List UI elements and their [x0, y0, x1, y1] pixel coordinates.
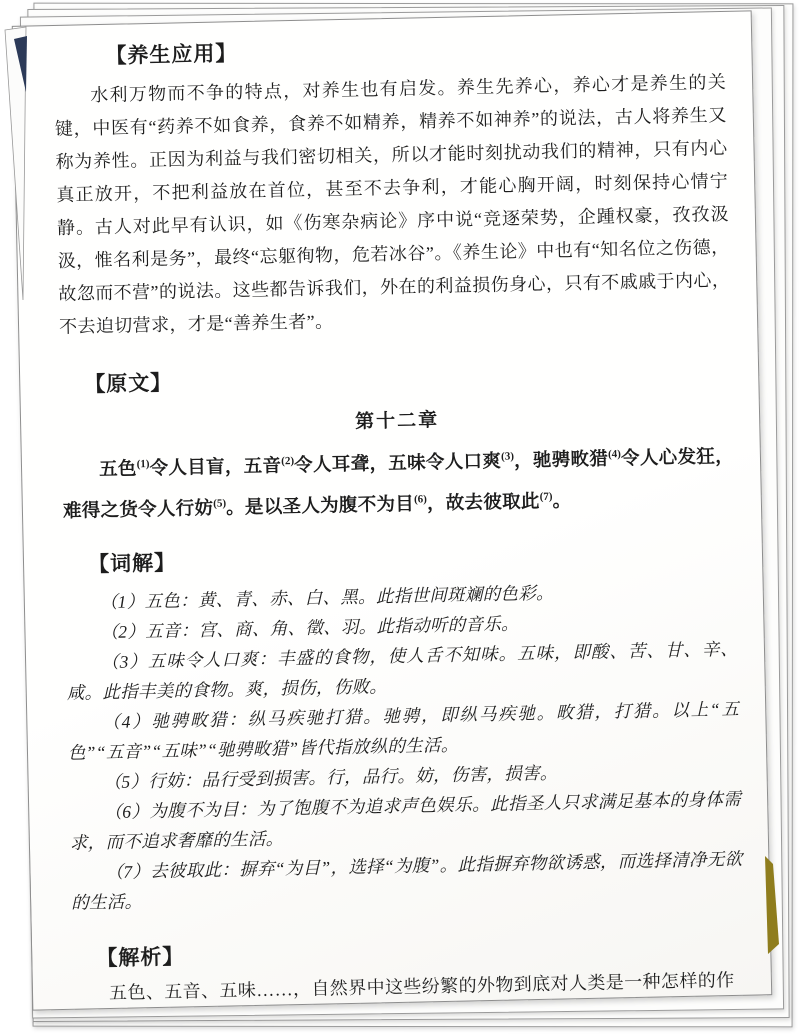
quote-text: 五色: [98, 459, 137, 481]
original-text-section-header: 【原文】: [84, 370, 173, 397]
note-ref-superscript: (3): [500, 450, 515, 463]
quote-text: 令人耳聋，五味令人口爽: [293, 451, 502, 477]
word-notes-list: [65, 574, 744, 918]
quote-text: 令人目盲，五音: [149, 456, 282, 480]
quote-text: ，驰骋畋猎: [513, 449, 609, 472]
word-note-item: （5）行妨：品行受到损害。行，品行。妨，伤害，损害。: [103, 762, 558, 793]
chapter-quote: [62, 434, 736, 530]
word-note-item: （3）五味令人口爽：丰盛的食物，使人舌不知味。五味，即酸、苦、甘、辛、咸。此指丰美的食物。爽，损伤，伤败。: [66, 639, 739, 704]
book-page: [12, 10, 772, 1010]
analysis-section-header: 【解析】: [96, 944, 185, 971]
note-ref-superscript: (6): [413, 493, 427, 506]
note-ref-superscript: (7): [539, 490, 553, 504]
application-section-header: 【养生应用】: [105, 41, 238, 68]
word-note-item: （4）驰骋畋猎：纵马疾驰打猎。驰骋，即纵马疾驰。畋猎，打猎。以上“五色”“五音”“五味”“驰骋畋猎”皆代指放纵的生活。: [67, 699, 740, 764]
chapter-title: 第十二章: [354, 409, 440, 433]
note-ref-superscript: (1): [136, 458, 150, 471]
word-notes-section-header: 【词解】: [87, 550, 177, 577]
application-paragraph: 水利万物而不争的特点，对养生也有启发。养生先养心，养心才是养生的关键，中医有“药养不如食养，食养不如精养，精养不如神养”的说法，古人将养生又称为养性。正因为利益与我们密切相关，所以才能时刻扰动我们的精神，只有内心真正放开，不把利益放在首位，甚至不去争利，才能心胸开阔，时刻保持心情宁静。古人对此早有认识，如《伤寒杂病论》序中说“竞逐荣势，企踵权豪，孜孜汲汲，惟名利是务”，最终“忘躯徇物，危若冰谷”。《养生论》中也有“知名位之伤德，故忽而不营”的说法。这些都告诉我们，外在的利益损伤身心，只有不戚戚于内心，不去迫切营求，才是“善养生者”。: [54, 71, 731, 337]
word-note-item: （1）五色：黄、青、赤、白、黑。此指世间斑斓的色彩。: [99, 582, 555, 613]
word-note-item: （2）五音：宫、商、角、徵、羽。此指动听的音乐。: [100, 613, 520, 643]
quote-text: 。: [552, 491, 572, 512]
word-note-item: （6）为腹不为目：为了饱腹不为追求声色娱乐。此指圣人只求满足基本的身体需求，而不追求奢靡的生活。: [69, 789, 742, 854]
note-ref-superscript: (5): [213, 497, 227, 510]
word-note-item: （7）去彼取此：摒弃“为目”，选择“为腹”。此指摒弃物欲诱惑，而选择清净无欲的生活。: [70, 849, 743, 914]
note-ref-superscript: (2): [281, 455, 295, 468]
note-ref-superscript: (4): [607, 448, 622, 461]
analysis-paragraph: 五色、五音、五味……，自然界中这些纷繁的外物到底对人类是一种怎样的作: [108, 970, 735, 1004]
quote-text: 令人心发狂，难得之货令人行妨: [62, 446, 735, 523]
quote-text: ，故去彼取此: [426, 492, 540, 515]
quote-text: 。是以圣人为腹不为目: [225, 494, 415, 519]
